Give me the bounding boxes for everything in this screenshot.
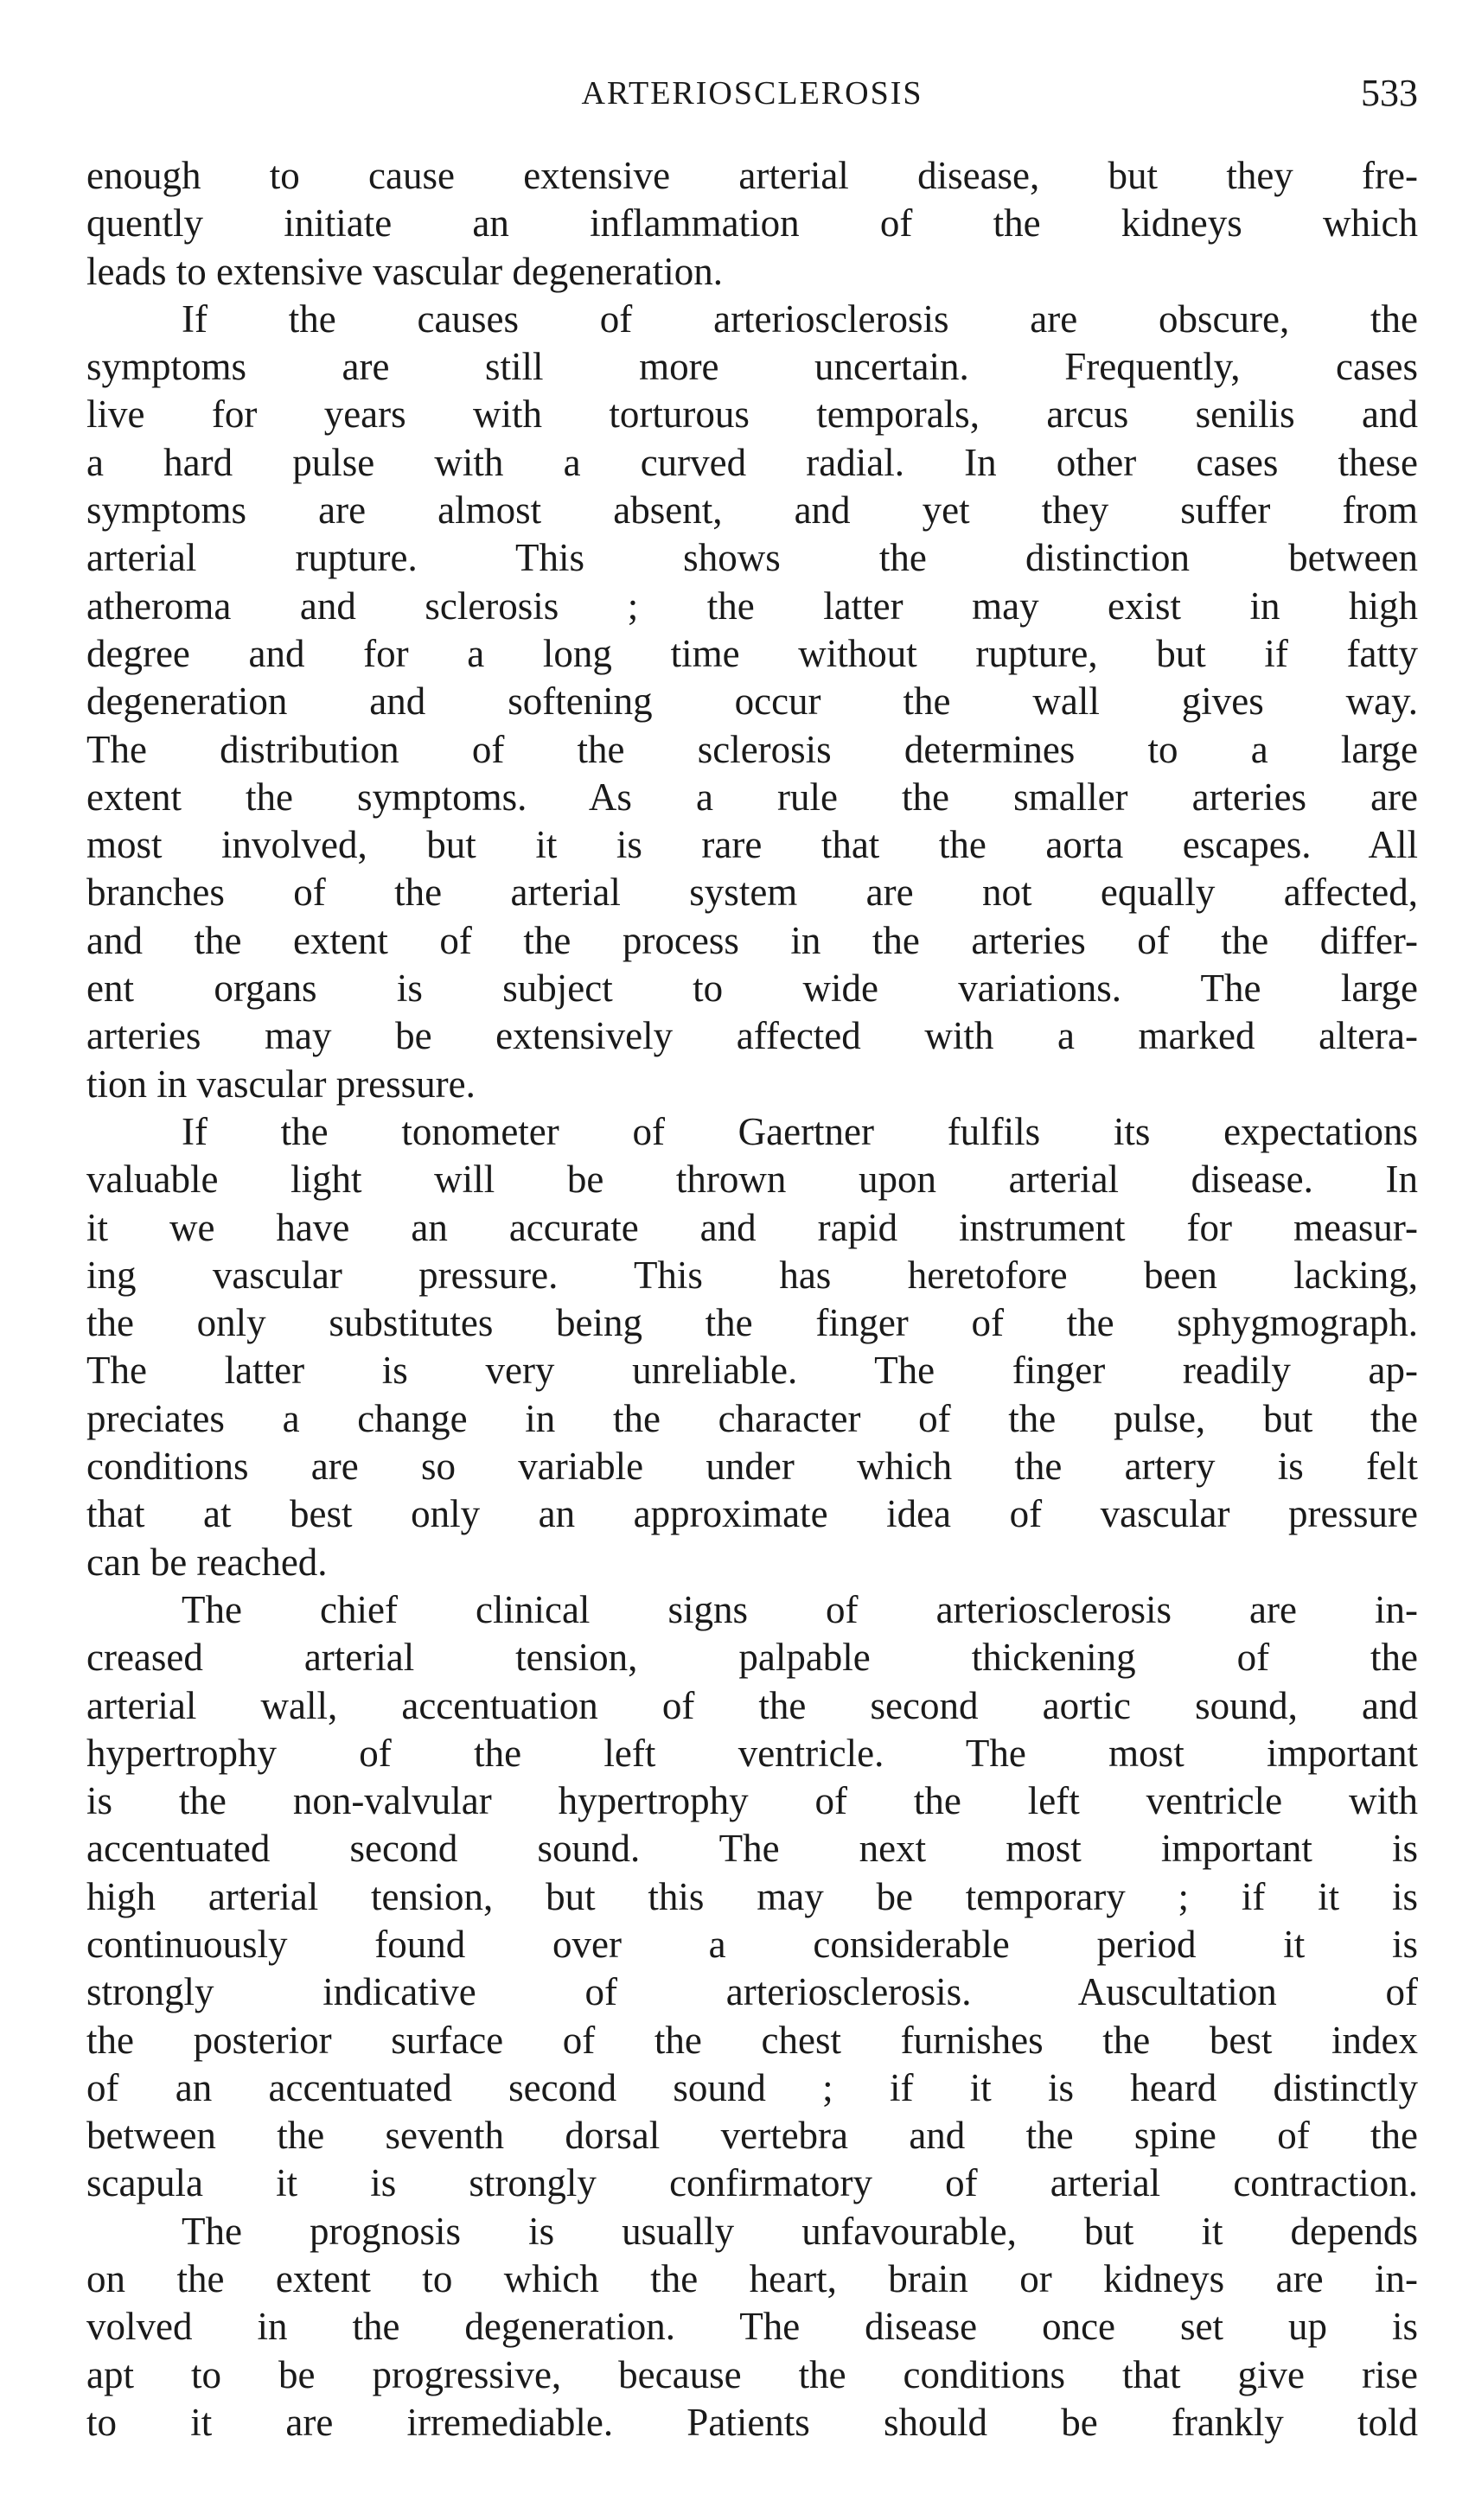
text-line: high arterial tension, but this may be temporary ; if it is [86,1874,1418,1918]
text-line: arterial rupture. This shows the distinction between [86,536,1418,580]
text-line: The chief clinical signs of arteriosclerosis are in- [182,1587,1418,1631]
running-title: ARTERIOSCLEROSIS [581,75,923,112]
text-line: live for years with torturous temporals, arcus senilis and [86,392,1418,437]
text-line: and the extent of the process in the arteries of the differ- [86,918,1418,962]
text-line: a hard pulse with a curved radial. In other cases these [86,440,1418,484]
text-line: to it are irremediable. Patients should be frankly told [86,2400,1418,2444]
text-line: on the extent to which the heart, brain or kidneys are in- [86,2257,1418,2301]
page-number: 533 [1361,72,1418,114]
text-line: the posterior surface of the chest furnishes the best index [86,2018,1418,2062]
text-line: creased arterial tension, palpable thickening of the [86,1636,1418,1680]
text-line: conditions are so variable under which the artery is felt [86,1445,1418,1489]
text-line: symptoms are still more uncertain. Frequently, cases [86,345,1418,389]
text-line: symptoms are almost absent, and yet they suffer from [86,488,1418,533]
text-line: If the causes of arteriosclerosis are obscure, the [182,297,1418,341]
text-line: most involved, but it is rare that the aorta escapes. All [86,823,1418,867]
text-line: The distribution of the sclerosis determines to a large [86,727,1418,771]
text-line: tion in vascular pressure. [86,1062,476,1106]
text-line: extent the symptoms. As a rule the smaller arteries are [86,775,1418,819]
text-line: arteries may be extensively affected with a marked altera- [86,1014,1418,1058]
text-line: degeneration and softening occur the wall gives way. [86,679,1418,724]
text-line: strongly indicative of arteriosclerosis. Auscultation of [86,1970,1418,2014]
text-line: scapula it is strongly confirmatory of arterial contraction. [86,2161,1418,2205]
text-line: it we have an accurate and rapid instrument for measur- [86,1205,1418,1249]
text-line: quently initiate an inflammation of the kidneys which [86,201,1418,246]
text-line: is the non-valvular hypertrophy of the left ventricle with [86,1779,1418,1823]
text-line: degree and for a long time without rupture, but if fatty [86,631,1418,675]
text-line: valuable light will be thrown upon arterial disease. In [86,1158,1418,1202]
text-line: continuously found over a considerable period it is [86,1922,1418,1966]
text-line: the only substitutes being the finger of the sphygmograph. [86,1301,1418,1345]
text-line: ing vascular pressure. This has heretofore been lacking, [86,1253,1418,1297]
text-line: branches of the arterial system are not equally affected, [86,871,1418,915]
text-line: accentuated second sound. The next most important is [86,1827,1418,1871]
text-line: preciates a change in the character of the pulse, but the [86,1396,1418,1440]
text-line: between the seventh dorsal vertebra and the spine of the [86,2114,1418,2158]
text-line: The latter is very unreliable. The finger readily ap- [86,1349,1418,1393]
body-text [86,152,1418,2447]
text-line: If the tonometer of Gaertner fulfils its expectations [182,1109,1418,1153]
text-line: The prognosis is usually unfavourable, but it depends [182,2209,1418,2253]
text-line: volved in the degeneration. The disease once set up is [86,2305,1418,2349]
text-line: apt to be progressive, because the conditions that give rise [86,2352,1418,2396]
text-line: hypertrophy of the left ventricle. The most important [86,1731,1418,1775]
text-line: that at best only an approximate idea of vascular pressure [86,1492,1418,1536]
text-line: enough to cause extensive arterial disease, but they fre- [86,154,1418,197]
text-line: can be reached. [86,1540,328,1584]
text-line: ent organs is subject to wide variations. The large [86,967,1418,1011]
text-line: leads to extensive vascular degeneration. [86,249,723,293]
text-line: arterial wall, accentuation of the second aortic sound, and [86,1683,1418,1727]
text-line: atheroma and sclerosis ; the latter may exist in high [86,584,1418,628]
running-head [86,67,1418,119]
text-line: of an accentuated second sound ; if it is heard distinctly [86,2065,1418,2109]
